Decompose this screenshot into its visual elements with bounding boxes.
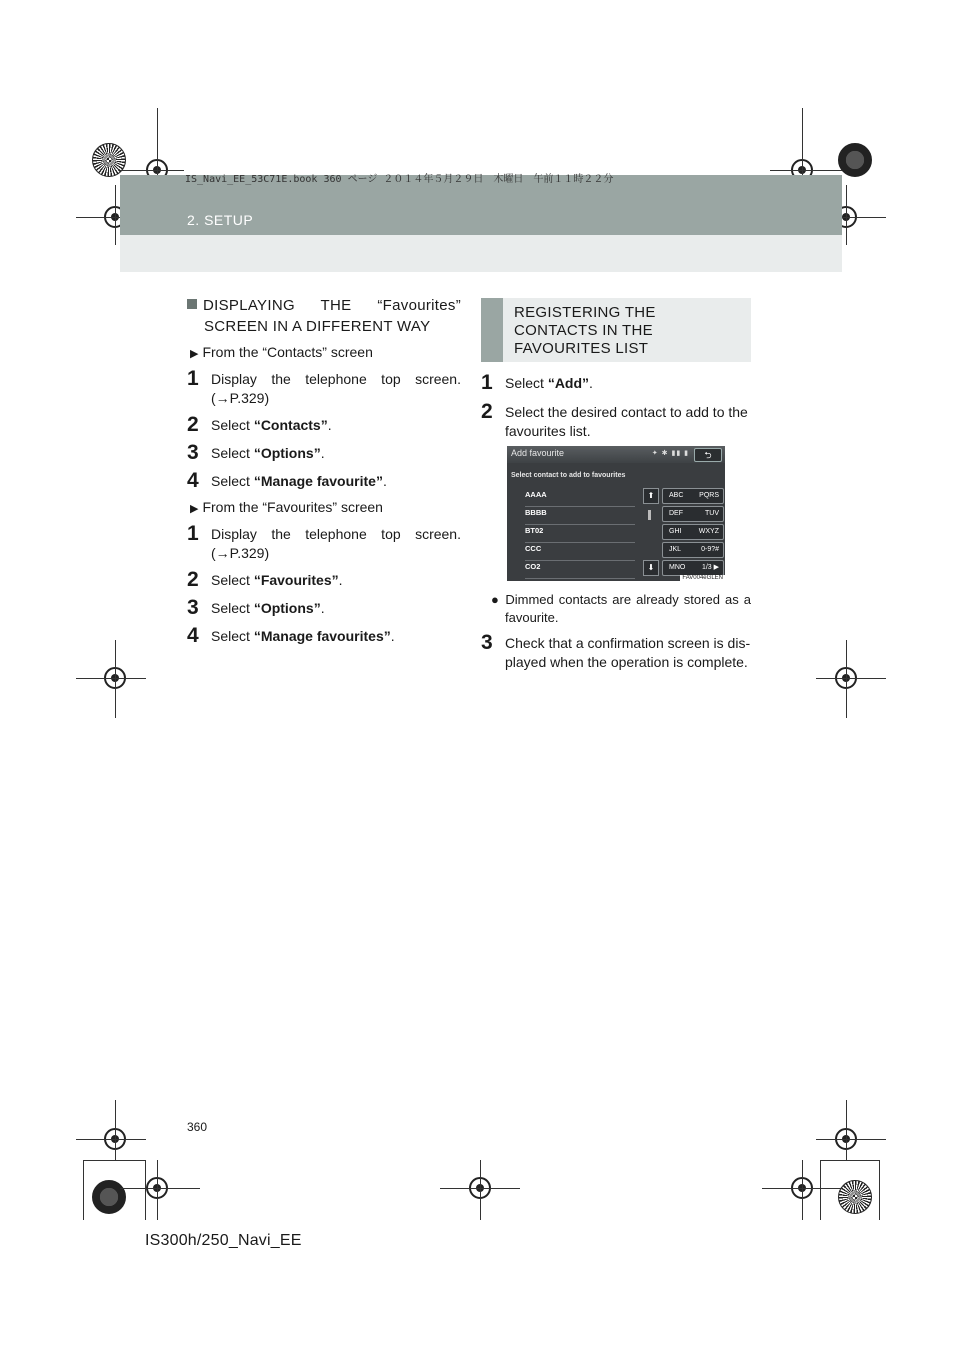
registration-disc [92, 1180, 126, 1214]
contact-item[interactable]: CO2 [525, 562, 635, 579]
section-title: 2. SETUP [187, 212, 254, 228]
page-number: 360 [187, 1120, 208, 1134]
registration-disc [92, 143, 126, 177]
contact-item[interactable]: AAAA [525, 490, 635, 507]
add-favourite-screenshot [507, 446, 725, 581]
triangle-right-icon: ▶ [190, 503, 199, 515]
step-a2: 2 Select “Contacts”. [187, 413, 332, 436]
bullet-dot-icon: ● [491, 592, 501, 607]
note-bullet: ● Dimmed contacts are already stored as a favourite. [491, 592, 751, 625]
registration-disc [838, 143, 872, 177]
crop-line [879, 1160, 880, 1220]
crop-line [802, 108, 803, 178]
key-button[interactable]: MNO 1/3 ▶ [662, 560, 724, 576]
crop-line [83, 1160, 145, 1161]
registration-disc [838, 1180, 872, 1214]
section-box-title: REGISTERING THE CONTACTS IN THE FAVOURITES LIST [514, 304, 656, 357]
contact-item[interactable]: BBBB [525, 508, 635, 525]
contact-item[interactable]: BT02 [525, 526, 635, 543]
crop-line [816, 1139, 886, 1140]
scroll-down-button[interactable]: ⬇ [643, 560, 659, 576]
step-a1: 1 Display the telephone top screen. (→P.329) [187, 367, 461, 406]
key-button[interactable]: ABC PQRS [662, 488, 724, 504]
step-b1: 1 Display the telephone top screen. (→P.329) [187, 522, 461, 561]
crop-line [157, 1160, 158, 1220]
square-bullet-icon [187, 299, 197, 309]
crop-line [115, 1100, 116, 1160]
key-button[interactable]: DEF TUV [662, 506, 724, 522]
crop-line [480, 1160, 481, 1220]
crop-line [120, 1188, 200, 1189]
scrollbar-thumb[interactable] [648, 510, 651, 520]
from-favourites-label: ▶ From the “Favourites” screen [190, 499, 383, 515]
from-contacts-label: ▶ From the “Contacts” screen [190, 344, 373, 360]
crop-line [846, 185, 847, 245]
crop-line [820, 1160, 821, 1220]
step-a4: 4 Select “Manage favourite”. [187, 469, 387, 492]
step-b2: 2 Select “Favourites”. [187, 568, 343, 591]
image-code: FAV004eGLEN [682, 575, 723, 581]
step-b4: 4 Select “Manage favourites”. [187, 624, 395, 647]
crop-line [820, 1160, 880, 1161]
crop-line [846, 640, 847, 718]
crop-line [76, 678, 146, 679]
crop-line [145, 1160, 146, 1220]
step-r3: 3 Check that a confirmation screen is dis- played when the operation is complete. [481, 631, 751, 670]
crop-line [157, 108, 158, 178]
crop-line [802, 1160, 803, 1220]
screen-subtitle: Select contact to add to favourites [511, 472, 626, 479]
status-icons: ✦ ✱ ▮▮ ▮ [651, 450, 689, 457]
crop-line [76, 1139, 146, 1140]
crop-line [846, 1100, 847, 1160]
print-info-line: IS_Navi_EE_53C71E.book 360 ページ ２０１４年５月２９日 木曜日 午前１１時２２分 [185, 174, 614, 185]
step-b3: 3 Select “Options”. [187, 596, 325, 619]
section-heading: DISPLAYING THE “Favourites” [187, 296, 461, 316]
step-r1: 1 Select “Add”. [481, 371, 593, 394]
crop-line [770, 170, 842, 171]
left-column [187, 296, 461, 338]
section-box-bar [481, 298, 503, 362]
back-button[interactable]: ⮌ [694, 448, 722, 462]
scroll-up-button[interactable]: ⬆ [643, 488, 659, 504]
crop-line [120, 170, 184, 171]
key-button[interactable]: GHI WXYZ [662, 524, 724, 540]
header-subband [120, 235, 842, 272]
step-a3: 3 Select “Options”. [187, 441, 325, 464]
crop-line [115, 185, 116, 245]
contact-item[interactable]: CCC [525, 544, 635, 561]
crop-line [816, 678, 886, 679]
section-heading-line2: SCREEN IN A DIFFERENT WAY [204, 318, 431, 336]
triangle-right-icon: ▶ [190, 348, 199, 360]
crop-line [115, 640, 116, 718]
footer-model: IS300h/250_Navi_EE [145, 1232, 302, 1249]
crop-line [83, 1160, 84, 1220]
step-r2: 2 Select the desired contact to add to the favourites list. [481, 400, 748, 439]
key-button[interactable]: JKL 0-9?# [662, 542, 724, 558]
screen-title: Add favourite [511, 448, 565, 458]
